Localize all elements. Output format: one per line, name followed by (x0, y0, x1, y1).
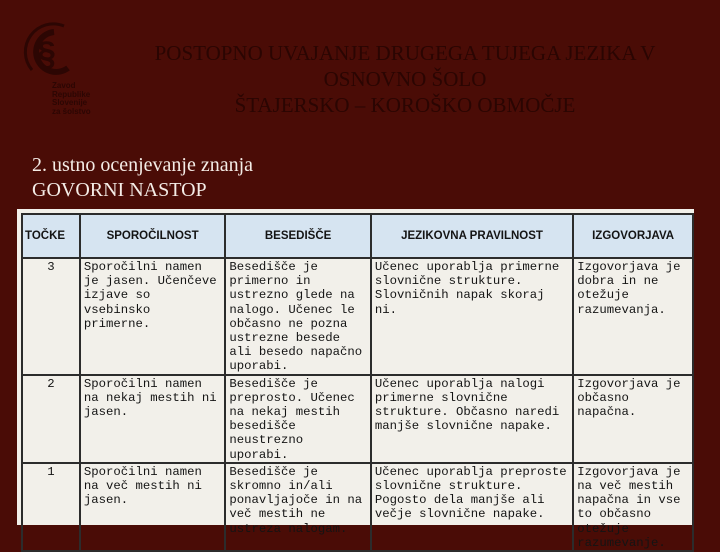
section-sign: § (37, 35, 56, 73)
header-jezikovna-pravilnost: JEZIKOVNA PRAVILNOST (371, 214, 573, 258)
logo-line-4: za šolstvo (52, 106, 91, 116)
pravilnost-cell: Učenec uporablja nalogi primerne slovnične strukture. Občasno naredi manjše slovnične napake. (371, 375, 573, 463)
logo-line-2: Republike (52, 89, 91, 99)
title-line-3: ŠTAJERSKO – KOROŠKO OBMOČJE (234, 93, 576, 117)
sporocilnost-cell: Sporočilni namen na nekaj mestih ni jasen. (80, 375, 225, 463)
subtitle-line-1: 2. ustno ocenjevanje znanja (32, 154, 254, 176)
table-header-row (22, 214, 693, 258)
rubric-table-panel (17, 209, 694, 550)
logo-line-3: Slovenije (52, 98, 88, 108)
table-row (22, 258, 693, 375)
pravilnost-cell: Učenec uporablja primerne slovnične strukture. Slovničnih napak skoraj ni. (371, 258, 573, 375)
slide-subtitle (32, 153, 253, 203)
izgovorjava-cell: Izgovorjava je dobra in ne otežuje razumevanja. (573, 258, 693, 375)
header-tocke: TOČKE (22, 214, 80, 258)
rubric-table (21, 213, 694, 552)
table-row (22, 375, 693, 463)
besedisce-cell: Besedišče je skromno in/ali ponavljajoče in na več mestih ne ustreza nalogam. (225, 463, 370, 551)
pravilnost-cell: Učenec uporablja preproste slovnične strukture. Pogosto dela manjše ali večje slovnične napake. (371, 463, 573, 551)
izgovorjava-cell: Izgovorjava je na več mestih napačna in vse to občasno otežuje razumevanje. (573, 463, 693, 551)
table-row (22, 463, 693, 551)
sporocilnost-cell: Sporočilni namen na več mestih ni jasen. (80, 463, 225, 551)
logo-line-1: Zavod (52, 81, 76, 90)
title-line-2: OSNOVNO ŠOLO (323, 67, 487, 91)
besedisce-cell: Besedišče je primerno in ustrezno glede na nalogo. Učenec le občasno ne pozna ustrezne besede ali besedo napačno uporabi. (225, 258, 370, 375)
sporocilnost-cell: Sporočilni namen je jasen. Učenčeve izjave so vsebinsko primerne. (80, 258, 225, 375)
header-izgovorjava: IZGOVORJAVA (573, 214, 693, 258)
subtitle-line-2: GOVORNI NASTOP (32, 179, 207, 201)
points-cell: 1 (22, 463, 80, 551)
izgovorjava-cell: Izgovorjava je občasno napačna. (573, 375, 693, 463)
slide-title (100, 40, 710, 118)
header-besedisce: BESEDIŠČE (225, 214, 370, 258)
besedisce-cell: Besedišče je preprosto. Učenec na nekaj mestih besedišče neustrezno uporabi. (225, 375, 370, 463)
header-sporocilnost: SPOROČILNOST (80, 214, 225, 258)
points-cell: 3 (22, 258, 80, 375)
points-cell: 2 (22, 375, 80, 463)
title-line-1: POSTOPNO UVAJANJE DRUGEGA TUJEGA JEZIKA V (154, 41, 656, 65)
